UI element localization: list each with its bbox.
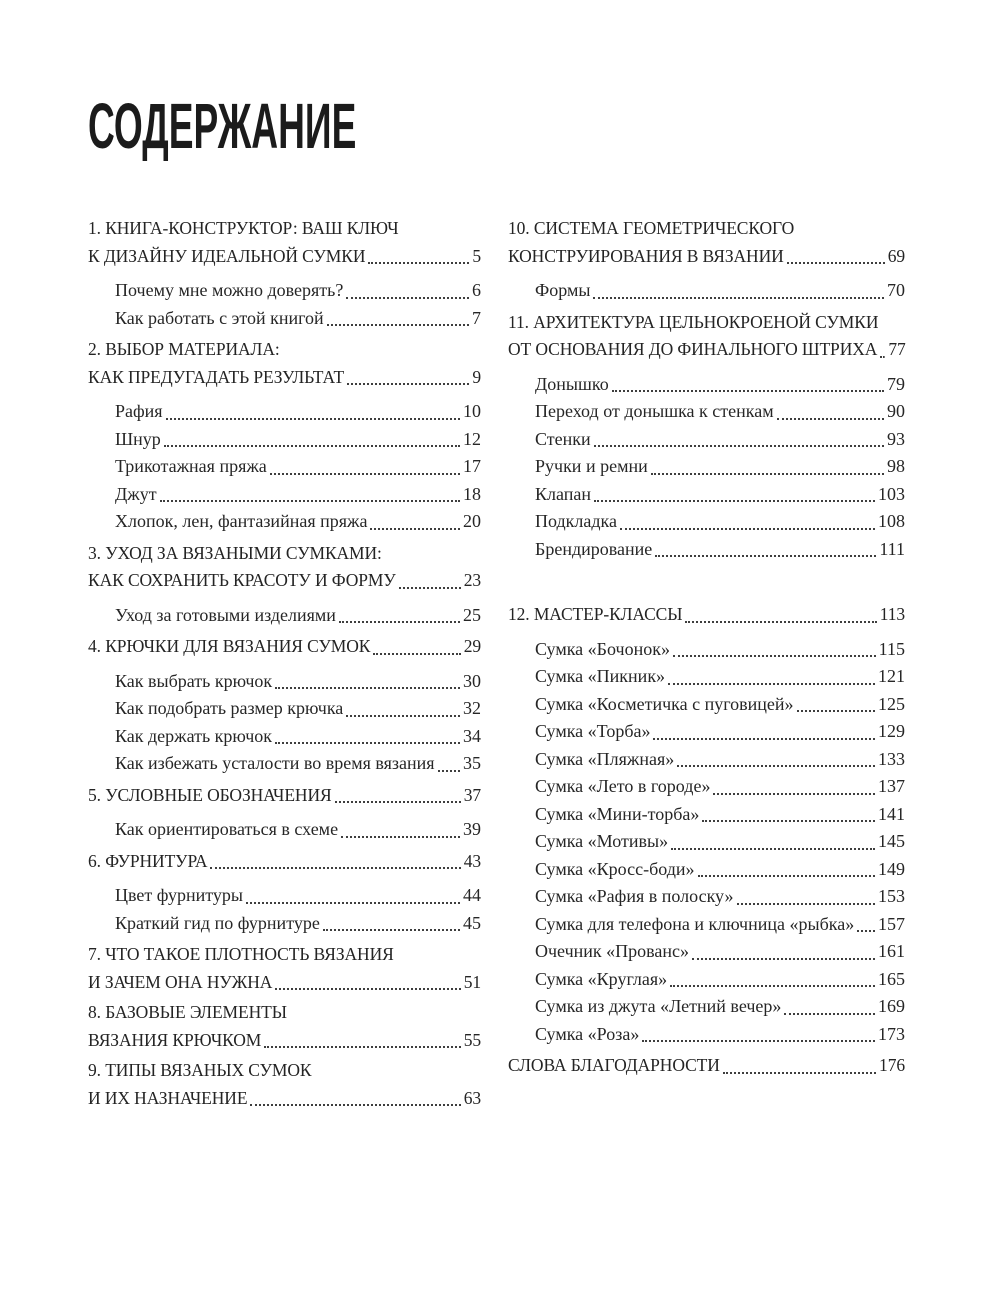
toc-subentry (115, 426, 481, 454)
toc-section (88, 633, 481, 778)
toc-subentry-label: Сумка «Круглая» (535, 968, 668, 989)
dot-leader (335, 801, 461, 803)
toc-subentry-label: Сумка «Рафия в полоску» (535, 886, 734, 906)
toc-column-right (508, 212, 905, 1112)
toc-subentry (115, 668, 481, 696)
toc-entry-page: 55 (463, 1029, 481, 1050)
toc-subentry-label: Ручки и ремни (535, 456, 648, 476)
toc-subentry (535, 773, 905, 801)
toc-subentry-label: Почему мне можно доверять? (115, 280, 344, 300)
toc-entry-label: 10. СИСТЕМА ГЕОМЕТРИЧЕСКОГО (508, 218, 795, 238)
toc-section (88, 540, 481, 630)
toc-entry-page: 63 (463, 1087, 481, 1108)
toc-entry-label: СЛОВА БЛАГОДАРНОСТИ (508, 1055, 720, 1075)
toc-subentry-label: Как работать с этой книгой (115, 307, 324, 328)
toc-entry-page: 111 (879, 538, 905, 559)
toc-subentry (535, 801, 905, 829)
toc-entry-page: 45 (463, 912, 481, 933)
dot-leader (270, 473, 460, 475)
dot-leader (594, 445, 884, 447)
toc-entry-page: 17 (463, 456, 481, 476)
dot-leader (612, 390, 884, 392)
toc-subentry (115, 398, 481, 426)
page-title: СОДЕРЖАНИЕ (88, 90, 357, 162)
toc-subentry (535, 481, 905, 509)
toc-subentry-label: Подкладка (535, 511, 617, 531)
toc-sub-block (115, 398, 481, 536)
toc-subentry (535, 663, 905, 691)
toc-sub-block (115, 668, 481, 778)
toc-subentry (115, 481, 481, 509)
toc-subentry (115, 453, 481, 481)
toc-entry-page: 169 (878, 996, 905, 1016)
toc-subentry (115, 695, 481, 723)
toc-subentry-label: Сумка «Бочонок» (535, 638, 670, 659)
dot-leader (275, 742, 460, 744)
toc-subentry-label: Сумка из джута «Летний вечер» (535, 996, 782, 1016)
toc-entry-label: 11. АРХИТЕКТУРА ЦЕЛЬНОКРОЕНОЙ СУМКИ (508, 311, 879, 332)
toc-sub-block (115, 602, 481, 630)
dot-leader (651, 473, 884, 475)
toc-entry-page: 43 (463, 850, 481, 871)
toc-entry-label: 12. МАСТЕР-КЛАССЫ (508, 604, 683, 624)
toc-subentry (535, 718, 905, 746)
toc-entry-label: 3. УХОД ЗА ВЯЗАНЫМИ СУМКАМИ: (88, 542, 382, 563)
toc-subentry-label: Стенки (535, 428, 591, 449)
dot-leader (713, 793, 875, 795)
toc-entry (508, 601, 905, 629)
toc-entry-label: 7. ЧТО ТАКОЕ ПЛОТНОСТЬ ВЯЗАНИЯ (88, 944, 394, 964)
toc-entry-label: 8. БАЗОВЫЕ ЭЛЕМЕНТЫ (88, 1002, 287, 1022)
toc-entry-page: 98 (887, 456, 905, 476)
toc-section (508, 1052, 905, 1080)
toc-entry-page: 90 (887, 401, 905, 421)
dot-leader (164, 445, 460, 447)
toc-entry (88, 969, 481, 997)
toc-entry-page: 145 (878, 831, 905, 851)
toc-entry-page: 37 (463, 784, 481, 805)
toc-subentry (535, 911, 905, 939)
toc-entry (88, 540, 481, 568)
toc-entry (508, 309, 905, 337)
toc-subentry (535, 856, 905, 884)
toc-subentry (535, 277, 905, 305)
dot-leader (347, 383, 469, 385)
toc-entry (508, 336, 905, 364)
toc-entry-page: 161 (878, 941, 905, 961)
dot-leader (166, 418, 460, 420)
toc-entry-label: КОНСТРУИРОВАНИЯ В ВЯЗАНИИ (508, 245, 784, 266)
dot-leader (857, 930, 875, 932)
toc-sub-block (115, 277, 481, 332)
toc-entry-page: 133 (878, 748, 905, 769)
toc-entry-page: 30 (463, 670, 481, 691)
toc-section (88, 1057, 481, 1112)
toc-subentry-label: Как держать крючок (115, 725, 272, 746)
toc-entry-label: 1. КНИГА-КОНСТРУКТОР: ВАШ КЛЮЧ (88, 218, 399, 238)
dot-leader (399, 587, 461, 589)
toc-entry (88, 1057, 481, 1085)
dot-leader (787, 262, 885, 264)
dot-leader (880, 356, 885, 358)
toc-subentry (535, 966, 905, 994)
dot-leader (370, 528, 460, 530)
toc-entry-page: 173 (878, 1023, 905, 1044)
toc-entry (88, 336, 481, 364)
toc-subentry (535, 1021, 905, 1049)
toc-subentry (115, 277, 481, 305)
toc-entry-label: ВЯЗАНИЯ КРЮЧКОМ (88, 1029, 262, 1050)
toc-subentry-label: Сумка «Торба» (535, 721, 651, 741)
toc-entry (88, 999, 481, 1027)
toc-entry-page: 137 (878, 776, 905, 796)
toc-subentry-label: Сумка «Косметичка с пуговицей» (535, 693, 794, 714)
toc-subentry (115, 816, 481, 844)
toc-entry-page: 79 (887, 373, 905, 394)
toc-subentry (535, 371, 905, 399)
toc-entry (88, 941, 481, 969)
dot-leader (210, 867, 460, 869)
toc-entry-label: 2. ВЫБОР МАТЕРИАЛА: (88, 339, 280, 359)
toc-subentry-label: Рафия (115, 401, 163, 421)
dot-leader (668, 683, 875, 685)
toc-entry (88, 364, 481, 392)
toc-section (88, 336, 481, 536)
toc-entry (88, 567, 481, 595)
toc-section (88, 941, 481, 996)
dot-leader (275, 687, 460, 689)
toc-subentry (115, 910, 481, 938)
toc-subentry-label: Сумка «Мини-торба» (535, 803, 700, 824)
dot-leader (673, 655, 876, 657)
toc-section (88, 215, 481, 332)
toc-section (508, 309, 905, 564)
toc-subentry (535, 828, 905, 856)
toc-entry-page: 121 (878, 666, 905, 686)
dot-leader (685, 621, 876, 623)
toc-section (508, 215, 905, 305)
toc-subentry-label: Цвет фурнитуры (115, 885, 243, 905)
toc-entry-page: 93 (887, 428, 905, 449)
toc-subentry (115, 723, 481, 751)
toc-entry (508, 215, 905, 243)
dot-leader (594, 500, 875, 502)
dot-leader (341, 836, 460, 838)
dot-leader (642, 1040, 875, 1042)
toc-entry-page: 149 (878, 858, 905, 879)
toc-entry (88, 243, 481, 271)
toc-section (88, 782, 481, 844)
toc-subentry (535, 636, 905, 664)
dot-leader (438, 770, 460, 772)
dot-leader (777, 418, 884, 420)
toc-subentry (535, 426, 905, 454)
toc-entry (88, 1027, 481, 1055)
toc-entry-page: 9 (472, 366, 481, 387)
toc-subentry (535, 453, 905, 481)
toc-subentry (535, 536, 905, 564)
toc-entry-page: 12 (463, 428, 481, 449)
toc-subentry (115, 750, 481, 778)
toc-entry-page: 103 (878, 483, 905, 504)
dot-leader (323, 929, 460, 931)
toc-subentry-label: Сумка «Пикник» (535, 666, 666, 686)
toc-entry-page: 141 (878, 803, 905, 824)
toc-entry-label: 4. КРЮЧКИ ДЛЯ ВЯЗАНИЯ СУМОК (88, 636, 371, 656)
toc-entry-page: 153 (878, 886, 905, 906)
toc-subentry-label: Краткий гид по фурнитуре (115, 912, 320, 933)
dot-leader (677, 765, 875, 767)
toc-entry (508, 1052, 905, 1080)
toc-entry-page: 113 (879, 604, 905, 624)
toc-subentry-label: Формы (535, 280, 591, 300)
toc-entry-page: 10 (463, 401, 481, 421)
toc-subentry-label: Сумка «Лето в городе» (535, 776, 711, 796)
dot-leader (671, 848, 875, 850)
toc-section (508, 601, 905, 1048)
dot-leader (737, 903, 875, 905)
dot-leader (797, 710, 875, 712)
toc-entry-page: 5 (472, 245, 481, 266)
toc-subentry (535, 746, 905, 774)
toc-entry-page: 108 (878, 511, 905, 531)
toc-sub-block (535, 277, 905, 305)
toc-entry (88, 782, 481, 810)
toc-entry-label: И ЗАЧЕМ ОНА НУЖНА (88, 971, 273, 992)
toc-subentry-label: Сумка «Кросс-боди» (535, 858, 695, 879)
toc-entry-label: КАК СОХРАНИТЬ КРАСОТУ И ФОРМУ (88, 570, 396, 590)
dot-leader (250, 1104, 460, 1106)
toc-entry-page: 18 (463, 483, 481, 504)
dot-leader (655, 555, 876, 557)
toc-entry-page: 165 (878, 968, 905, 989)
toc-subentry (535, 938, 905, 966)
toc-entry-page: 25 (463, 604, 481, 625)
toc-subentry-label: Сумка для телефона и ключница «рыбка» (535, 913, 855, 934)
toc-entry (88, 848, 481, 876)
toc-entry-page: 176 (879, 1055, 905, 1075)
toc-subentry-label: Как избежать усталости во время вязания (115, 753, 435, 773)
toc-entry-page: 157 (878, 913, 905, 934)
dot-leader (784, 1013, 875, 1015)
toc-subentry (535, 508, 905, 536)
toc-entry (88, 633, 481, 661)
toc-entry-label: 5. УСЛОВНЫЕ ОБОЗНАЧЕНИЯ (88, 784, 332, 805)
toc-subentry (535, 993, 905, 1021)
toc-sub-block (115, 816, 481, 844)
toc-subentry (115, 602, 481, 630)
toc-entry-page: 51 (463, 971, 481, 992)
toc-subentry (115, 305, 481, 333)
toc-entry (88, 1085, 481, 1113)
dot-leader (373, 653, 460, 655)
dot-leader (692, 958, 875, 960)
dot-leader (620, 528, 875, 530)
toc-subentry-label: Сумка «Мотивы» (535, 831, 669, 851)
toc-subentry-label: Сумка «Роза» (535, 1023, 640, 1044)
toc-subentry (535, 398, 905, 426)
toc-entry-page: 6 (472, 280, 481, 300)
toc-subentry-label: Трикотажная пряжа (115, 456, 267, 476)
toc-subentry-label: Хлопок, лен, фантазийная пряжа (115, 511, 368, 531)
dot-leader (275, 988, 460, 990)
toc-subentry-label: Донышко (535, 373, 609, 394)
toc-subentry-label: Как ориентироваться в схеме (115, 819, 339, 839)
toc-entry-label: 6. ФУРНИТУРА (88, 850, 208, 871)
toc-entry-label: ОТ ОСНОВАНИЯ ДО ФИНАЛЬНОГО ШТРИХА (508, 339, 878, 359)
toc-sub-block (115, 882, 481, 937)
dot-leader (246, 902, 460, 904)
toc-entry-page: 44 (463, 885, 481, 905)
toc-subentry-label: Как подобрать размер крючка (115, 698, 344, 718)
toc-subentry-label: Джут (115, 483, 157, 504)
dot-leader (264, 1046, 460, 1048)
toc-entry-page: 35 (463, 753, 481, 773)
dot-leader (593, 297, 884, 299)
toc-entry-label: КАК ПРЕДУГАДАТЬ РЕЗУЛЬТАТ (88, 366, 345, 387)
toc-section (88, 848, 481, 938)
toc-sub-block (535, 636, 905, 1049)
toc-subentry-label: Сумка «Пляжная» (535, 748, 675, 769)
dot-leader (702, 820, 875, 822)
toc-entry-page: 77 (888, 339, 906, 359)
toc-entry-label: К ДИЗАЙНУ ИДЕАЛЬНОЙ СУМКИ (88, 245, 366, 266)
dot-leader (670, 985, 875, 987)
dot-leader (368, 262, 469, 264)
toc-subentry (535, 691, 905, 719)
dot-leader (339, 621, 460, 623)
dot-leader (698, 875, 875, 877)
toc-entry-page: 23 (463, 570, 481, 590)
toc-entry-page: 20 (463, 511, 481, 531)
dot-leader (723, 1072, 876, 1074)
toc-entry-label: 9. ТИПЫ ВЯЗАНЫХ СУМОК (88, 1060, 312, 1080)
toc-subentry-label: Брендирование (535, 538, 653, 559)
dot-leader (346, 297, 469, 299)
toc-subentry-label: Клапан (535, 483, 591, 504)
dot-leader (346, 715, 460, 717)
toc-subentry (115, 508, 481, 536)
toc-subentry-label: Переход от донышка к стенкам (535, 401, 774, 421)
toc-entry-page: 34 (463, 725, 481, 746)
toc-column-left (88, 212, 481, 1112)
toc-entry (508, 243, 905, 271)
toc-entry-page: 7 (472, 307, 481, 328)
toc-subentry-label: Очечник «Прованс» (535, 941, 690, 961)
toc-entry-label: И ИХ НАЗНАЧЕНИЕ (88, 1087, 248, 1108)
dot-leader (327, 324, 469, 326)
toc-entry-page: 115 (878, 638, 905, 659)
toc-entry-page: 70 (887, 280, 905, 300)
toc-subentry (115, 882, 481, 910)
toc-subentry-label: Уход за готовыми изделиями (115, 604, 336, 625)
toc-entry-page: 125 (878, 693, 905, 714)
toc-entry-page: 39 (463, 819, 481, 839)
toc-entry (88, 215, 481, 243)
toc-subentry-label: Как выбрать крючок (115, 670, 273, 691)
dot-leader (160, 500, 460, 502)
toc-subentry-label: Шнур (115, 428, 161, 449)
toc-entry-page: 29 (463, 636, 481, 656)
dot-leader (653, 738, 875, 740)
toc-entry-page: 69 (887, 245, 905, 266)
toc-subentry (535, 883, 905, 911)
toc-entry-page: 129 (878, 721, 905, 741)
toc-section (88, 999, 481, 1054)
toc-columns (88, 212, 905, 1112)
toc-entry-page: 32 (463, 698, 481, 718)
toc-sub-block (535, 371, 905, 564)
